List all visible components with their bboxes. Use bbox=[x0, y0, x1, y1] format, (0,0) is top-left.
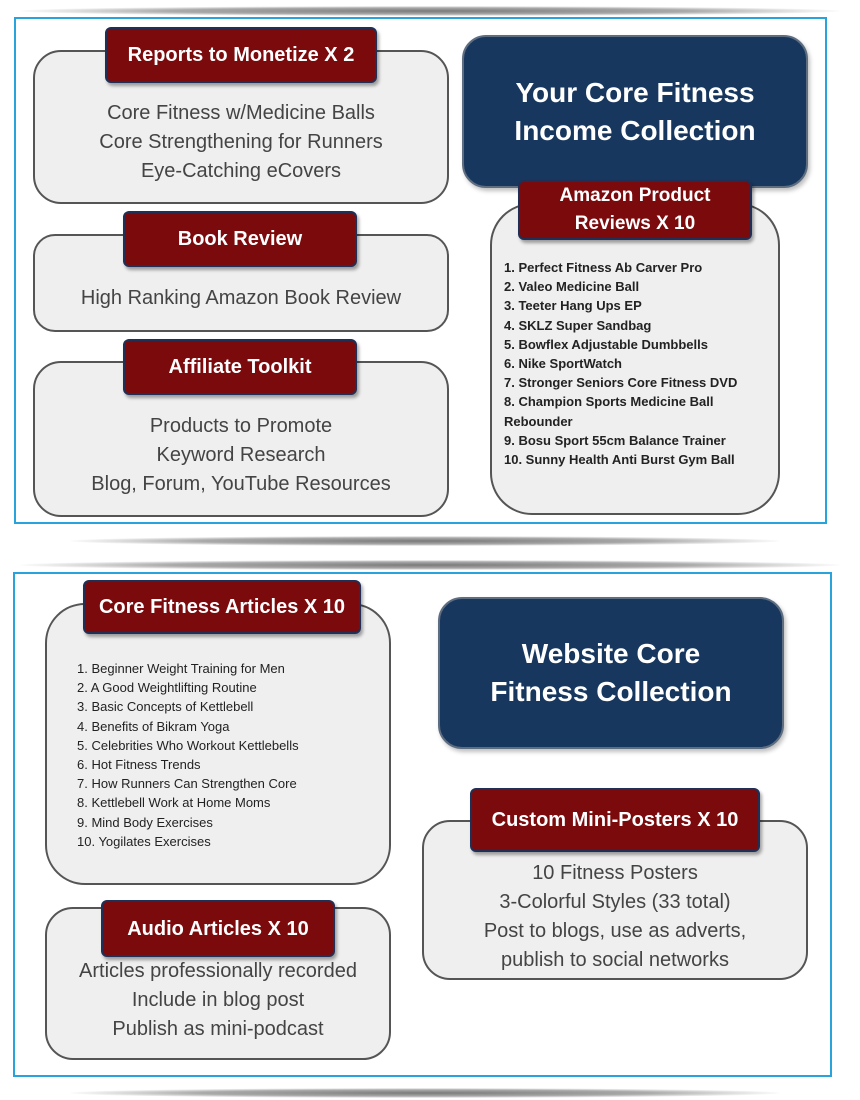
list-item: 8. Champion Sports Medicine Ball bbox=[504, 394, 714, 410]
audio-tag: Audio Articles X 10 bbox=[101, 900, 335, 957]
list-item: publish to social networks bbox=[501, 949, 729, 971]
website-collection-title: Website Core Fitness Collection bbox=[438, 597, 784, 749]
posters-tag: Custom Mini-Posters X 10 bbox=[470, 788, 760, 852]
list-item: Keyword Research bbox=[156, 444, 326, 466]
reports-list bbox=[35, 99, 447, 186]
list-item: 7. Stronger Seniors Core Fitness DVD bbox=[504, 375, 738, 391]
income-collection-title: Your Core Fitness Income Collection bbox=[462, 35, 808, 188]
bottom-panel-bottom-shadow bbox=[70, 1088, 780, 1098]
amazon-tag bbox=[518, 180, 752, 240]
list-item: 2. A Good Weightlifting Routine bbox=[77, 680, 257, 696]
list-item: 4. SKLZ Super Sandbag bbox=[504, 317, 652, 333]
list-item: 10. Yogilates Exercises bbox=[77, 833, 211, 849]
list-item: High Ranking Amazon Book Review bbox=[80, 287, 402, 309]
bottom-panel-shadow bbox=[20, 560, 840, 570]
top-panel-bottom-shadow bbox=[70, 536, 780, 546]
list-item: 2. Valeo Medicine Ball bbox=[504, 279, 640, 295]
amazon-list bbox=[504, 258, 737, 469]
list-item: Eye-Catching eCovers bbox=[140, 160, 342, 182]
affiliate-list bbox=[35, 412, 447, 499]
list-item: Products to Promote bbox=[149, 415, 333, 437]
list-item: Blog, Forum, YouTube Resources bbox=[91, 473, 391, 495]
list-item: 5. Bowflex Adjustable Dumbbells bbox=[504, 336, 708, 352]
list-item: 4. Benefits of Bikram Yoga bbox=[77, 718, 230, 734]
list-item: 10 Fitness Posters bbox=[532, 862, 698, 884]
list-item: 3. Basic Concepts of Kettlebell bbox=[77, 699, 254, 715]
list-item: Include in blog post bbox=[131, 989, 305, 1011]
list-item: 1. Beginner Weight Training for Men bbox=[77, 661, 285, 676]
list-item: Core Fitness w/Medicine Balls bbox=[107, 102, 375, 124]
list-item: 6. Hot Fitness Trends bbox=[77, 757, 201, 773]
list-item: 10. Sunny Health Anti Burst Gym Ball bbox=[504, 452, 735, 468]
list-item: 5. Celebrities Who Workout Kettlebells bbox=[77, 737, 299, 753]
amazon-box bbox=[490, 203, 780, 515]
list-item: 3-Colorful Styles (33 total) bbox=[499, 891, 731, 913]
reports-tag: Reports to Monetize X 2 bbox=[105, 27, 377, 83]
articles-tag: Core Fitness Articles X 10 bbox=[83, 580, 361, 634]
list-item: 3. Teeter Hang Ups EP bbox=[504, 298, 642, 314]
list-item: Articles professionally recorded bbox=[79, 960, 357, 982]
list-item: Publish as mini-podcast bbox=[112, 1018, 324, 1040]
amazon-tag-line2: Reviews X 10 bbox=[574, 213, 696, 234]
book-review-list bbox=[35, 284, 447, 313]
list-item: Rebounder bbox=[504, 413, 573, 429]
list-item: Core Strengthening for Runners bbox=[99, 131, 383, 153]
list-item: 7. How Runners Can Strengthen Core bbox=[77, 776, 297, 792]
articles-list bbox=[77, 659, 299, 851]
list-item: 9. Mind Body Exercises bbox=[77, 814, 213, 830]
articles-box bbox=[45, 603, 391, 885]
list-item: 9. Bosu Sport 55cm Balance Trainer bbox=[504, 432, 726, 448]
amazon-tag-line1: Amazon Product bbox=[559, 185, 711, 206]
audio-list bbox=[47, 957, 389, 1044]
top-panel-shadow bbox=[20, 6, 840, 16]
list-item: Post to blogs, use as adverts, bbox=[483, 920, 747, 942]
list-item: 6. Nike SportWatch bbox=[504, 356, 622, 372]
list-item: 1. Perfect Fitness Ab Carver Pro bbox=[504, 260, 703, 275]
list-item: 8. Kettlebell Work at Home Moms bbox=[77, 795, 271, 811]
affiliate-tag: Affiliate Toolkit bbox=[123, 339, 357, 395]
posters-list bbox=[424, 859, 806, 975]
book-review-tag: Book Review bbox=[123, 211, 357, 267]
